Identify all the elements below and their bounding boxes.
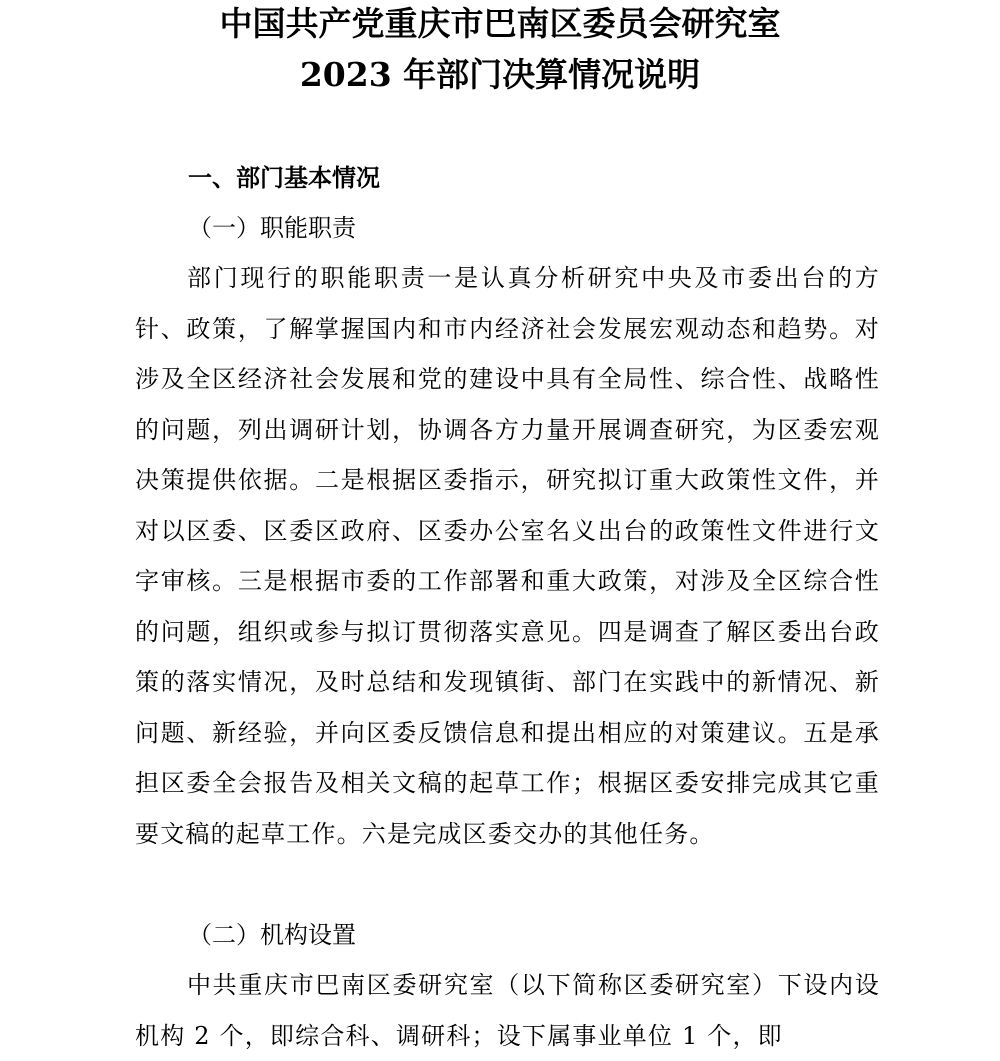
- document-title-line2: 2023 年部门决算情况说明: [299, 55, 701, 94]
- document-title-line1: 中国共产党重庆市巴南区委员会研究室: [219, 4, 781, 43]
- section-heading-basic-info: 一、部门基本情况: [188, 163, 380, 192]
- subsection-heading-functions: （一）职能职责: [188, 214, 356, 242]
- paragraph-functions: 部门现行的职能职责一是认真分析研究中央及市委出台的方针、政策，了解掌握国内和市内经济社会发展宏观动态和趋势。对涉及全区经济社会发展和党的建设中具有全局性、综合性、战略性的问题，列出调研计划，协调各方力量开展调查研究，为区委宏观决策提供依据。二是根据区委指示，研究拟订重大政策性文件，并对以区委、区委区政府、区委办公室名义出台的政策性文件进行文字审核。三是根据市委的工作部署和重大政策，对涉及全区综合性的问题，组织或参与拟订贯彻落实意见。四是调查了解区委出台政策的落实情况，及时总结和发现镇街、部门在实践中的新情况、新问题、新经验，并向区委反馈信息和提出相应的对策建议。五是承担区委全会报告及相关文稿的起草工作；根据区委安排完成其它重要文稿的起草工作。六是完成区委交办的其他任务。: [135, 264, 880, 848]
- subsection-heading-organization: （二）机构设置: [188, 921, 356, 949]
- paragraph-organization: 中共重庆市巴南区委研究室（以下简称区委研究室）下设内设机构 2 个，即综合科、调研科；设下属事业单位 1 个，即: [135, 971, 880, 1050]
